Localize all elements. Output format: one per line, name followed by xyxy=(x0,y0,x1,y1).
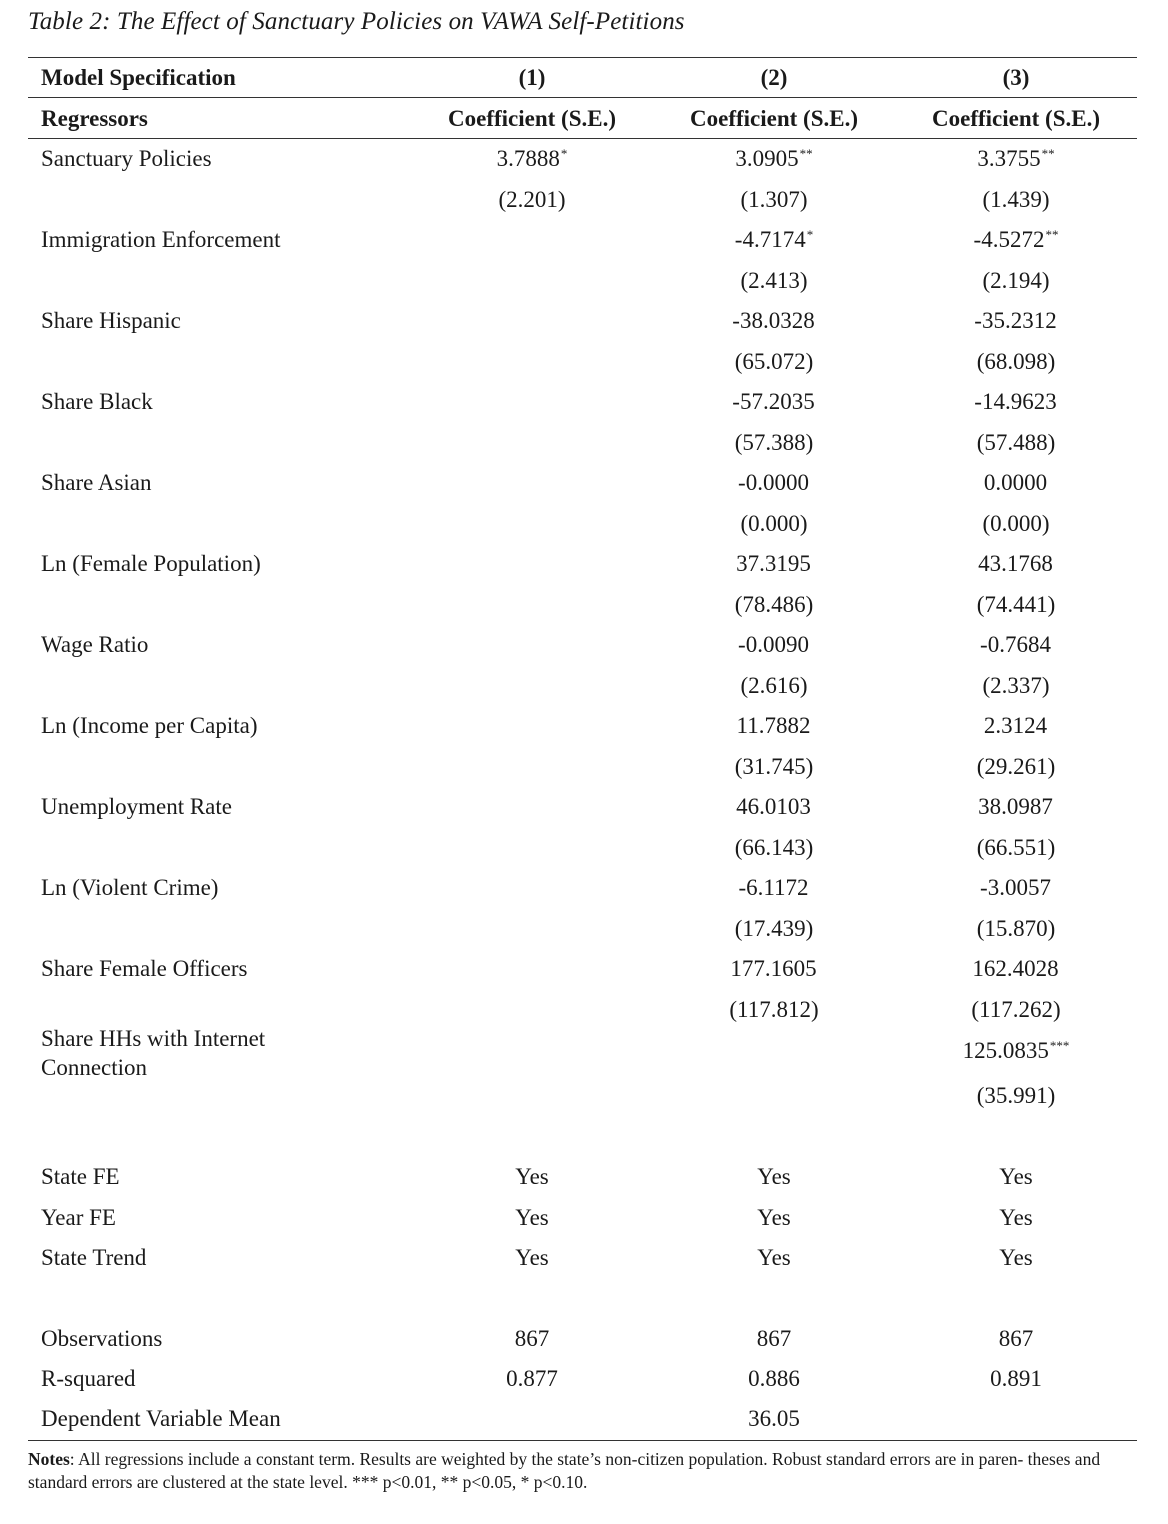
regressor-label: Share Female Officers xyxy=(41,956,248,981)
fixed-effect-col-3: Yes xyxy=(999,1245,1033,1270)
coefficient-col-3: 162.4028 xyxy=(972,956,1059,981)
statistic-col-3: 867 xyxy=(998,1326,1034,1351)
statistic-label: Dependent Variable Mean xyxy=(41,1406,281,1431)
regressor-label: Ln (Income per Capita) xyxy=(41,713,258,738)
standard-error-col-3: (57.488) xyxy=(976,430,1056,455)
coefficient-internet-col-3: 125.0835*** xyxy=(962,1038,1070,1063)
fixed-effect-col-3: Yes xyxy=(999,1204,1033,1230)
standard-error-col-2: (66.143) xyxy=(734,835,814,860)
header-mid-rule xyxy=(28,97,1137,98)
coefficient-col-1 xyxy=(411,868,653,908)
header-coef-col-2: Coefficient (S.E.) xyxy=(690,106,858,131)
coefficient-col-1 xyxy=(411,382,653,422)
coefficient-col-2: 177.1605 xyxy=(730,956,817,981)
coefficient-col-3: 38.0987 xyxy=(978,794,1053,819)
fixed-effect-col-2: Yes xyxy=(757,1164,791,1189)
fixed-effect-label: State FE xyxy=(41,1164,120,1189)
standard-error-col-2: (31.745) xyxy=(734,754,814,779)
coefficient-col-3: -3.0057 xyxy=(980,875,1051,900)
fixed-effect-col-1: Yes xyxy=(515,1164,549,1189)
statistic-label: Observations xyxy=(41,1326,163,1351)
statistic-label: R-squared xyxy=(41,1366,136,1391)
standard-error-col-1 xyxy=(411,747,653,787)
bottom-rule xyxy=(28,1440,1137,1441)
significance-stars: * xyxy=(560,146,568,161)
standard-error-col-3: (66.551) xyxy=(976,835,1056,860)
notes-text: : All regressions include a constant term. Results are weighted by the state’s non-citizen population. Robust standard errors are in paren- theses and standard errors are clustered at the state level. *** p<0.01, ** p<0.05, * p<0.10. xyxy=(28,1449,1101,1492)
regressor-label: Ln (Female Population) xyxy=(41,551,261,576)
standard-error-col-1 xyxy=(411,261,653,301)
header-coef-col-3: Coefficient (S.E.) xyxy=(932,106,1100,131)
standard-error-col-1 xyxy=(411,504,653,544)
standard-error-col-2: (57.388) xyxy=(734,430,814,455)
standard-error-col-3: (117.262) xyxy=(971,997,1061,1022)
fixed-effect-col-2: Yes xyxy=(757,1245,791,1270)
standard-error-col-3: (74.441) xyxy=(976,592,1056,617)
coefficient-col-2: -0.0090 xyxy=(738,632,809,657)
fixed-effect-label: State Trend xyxy=(41,1245,147,1270)
coefficient-col-3: 3.3755** xyxy=(977,146,1055,171)
statistic-col-2: 867 xyxy=(756,1326,792,1351)
table-title: Table 2: The Effect of Sanctuary Policies on VAWA Self-Petitions xyxy=(28,8,685,35)
significance-stars: ** xyxy=(799,146,813,161)
regressor-label: Share Asian xyxy=(41,470,152,495)
standard-error-col-3: (15.870) xyxy=(976,916,1056,941)
statistic-col-1 xyxy=(411,1399,653,1439)
statistic-col-1: 0.877 xyxy=(506,1366,558,1391)
coefficient-col-2: -0.0000 xyxy=(738,470,809,495)
coefficient-col-1 xyxy=(411,544,653,584)
regressor-label: Immigration Enforcement xyxy=(41,227,281,252)
significance-stars: ** xyxy=(1045,227,1059,242)
standard-error-col-1 xyxy=(411,423,653,463)
standard-error-col-2: (0.000) xyxy=(740,511,808,536)
standard-error-internet-col-3: (35.991) xyxy=(976,1083,1056,1108)
header-col-3: (3) xyxy=(1002,65,1030,90)
header-model-specification: Model Specification xyxy=(41,65,236,90)
coefficient-col-2: -4.7174* xyxy=(734,227,814,252)
fixed-effect-col-3: Yes xyxy=(999,1164,1033,1189)
standard-error-col-3: (2.194) xyxy=(982,268,1050,293)
standard-error-col-2: (117.812) xyxy=(729,997,819,1022)
standard-error-col-1: (2.201) xyxy=(498,187,566,212)
coefficient-col-2: 11.7882 xyxy=(736,713,811,738)
standard-error-col-3: (1.439) xyxy=(982,187,1050,212)
coefficient-col-3: 43.1768 xyxy=(978,551,1053,576)
statistic-col-3: 0.891 xyxy=(990,1366,1042,1391)
header-coef-col-1: Coefficient (S.E.) xyxy=(448,106,616,131)
fixed-effect-col-1: Yes xyxy=(515,1204,549,1230)
coefficient-col-1 xyxy=(411,706,653,746)
significance-stars: *** xyxy=(1049,1038,1070,1053)
fixed-effect-col-1: Yes xyxy=(515,1245,549,1270)
standard-error-col-3: (2.337) xyxy=(982,673,1050,698)
fixed-effect-label: Year FE xyxy=(41,1204,116,1230)
coefficient-col-1 xyxy=(411,463,653,503)
statistic-col-1: 867 xyxy=(514,1326,550,1351)
standard-error-col-2: (17.439) xyxy=(734,916,814,941)
header-regressors: Regressors xyxy=(41,106,148,131)
standard-error-col-1 xyxy=(411,342,653,382)
statistic-col-3 xyxy=(895,1399,1137,1439)
coefficient-col-1: 3.7888* xyxy=(496,146,568,171)
table-notes xyxy=(28,1448,1128,1494)
coefficient-col-3: -14.9623 xyxy=(974,389,1057,414)
standard-error-col-3: (29.261) xyxy=(976,754,1056,779)
coefficient-col-2: -6.1172 xyxy=(738,875,809,900)
standard-error-col-1 xyxy=(411,585,653,625)
statistic-col-2: 0.886 xyxy=(748,1366,800,1391)
regressor-label: Share Hispanic xyxy=(41,308,181,333)
standard-error-col-1 xyxy=(411,990,653,1030)
coefficient-col-3: -4.5272** xyxy=(973,227,1059,252)
standard-error-col-1 xyxy=(411,666,653,706)
significance-stars: ** xyxy=(1041,146,1055,161)
regressor-label: Share Black xyxy=(41,389,153,414)
regressor-label: Ln (Violent Crime) xyxy=(41,875,219,900)
coefficient-col-1 xyxy=(411,787,653,827)
standard-error-col-3: (0.000) xyxy=(982,511,1050,536)
standard-error-col-2: (1.307) xyxy=(740,187,808,212)
standard-error-col-2: (2.413) xyxy=(740,268,808,293)
coefficient-col-2: 3.0905** xyxy=(735,146,813,171)
coefficient-col-1 xyxy=(411,301,653,341)
coefficient-col-2: -38.0328 xyxy=(732,308,815,333)
coefficient-col-1 xyxy=(411,949,653,989)
regressor-label: Wage Ratio xyxy=(41,632,149,657)
standard-error-col-3: (68.098) xyxy=(976,349,1056,374)
header-col-2: (2) xyxy=(760,65,788,90)
coefficient-col-2: 37.3195 xyxy=(736,551,811,576)
regressor-label: Sanctuary Policies xyxy=(41,146,212,171)
regressor-label-internet: Share HHs with Internet Connection xyxy=(41,1026,266,1080)
regressor-label: Unemployment Rate xyxy=(41,794,232,819)
standard-error-col-1 xyxy=(411,828,653,868)
header-col-1: (1) xyxy=(518,65,546,90)
coefficient-col-3: -0.7684 xyxy=(980,632,1051,657)
standard-error-col-2: (78.486) xyxy=(734,592,814,617)
coefficient-col-1 xyxy=(411,625,653,665)
standard-error-col-1 xyxy=(411,909,653,949)
coefficient-col-2: -57.2035 xyxy=(732,389,815,414)
coefficient-col-1 xyxy=(411,220,653,260)
coefficient-col-3: 2.3124 xyxy=(983,713,1048,738)
fixed-effect-col-2: Yes xyxy=(757,1204,791,1230)
standard-error-col-2: (2.616) xyxy=(740,673,808,698)
standard-error-col-2: (65.072) xyxy=(734,349,814,374)
notes-heading: Notes xyxy=(28,1449,70,1469)
coefficient-col-2: 46.0103 xyxy=(736,794,811,819)
coefficient-col-3: 0.0000 xyxy=(983,470,1048,495)
significance-stars: * xyxy=(806,227,814,242)
coefficient-col-3: -35.2312 xyxy=(974,308,1057,333)
statistic-col-2: 36.05 xyxy=(748,1406,800,1431)
